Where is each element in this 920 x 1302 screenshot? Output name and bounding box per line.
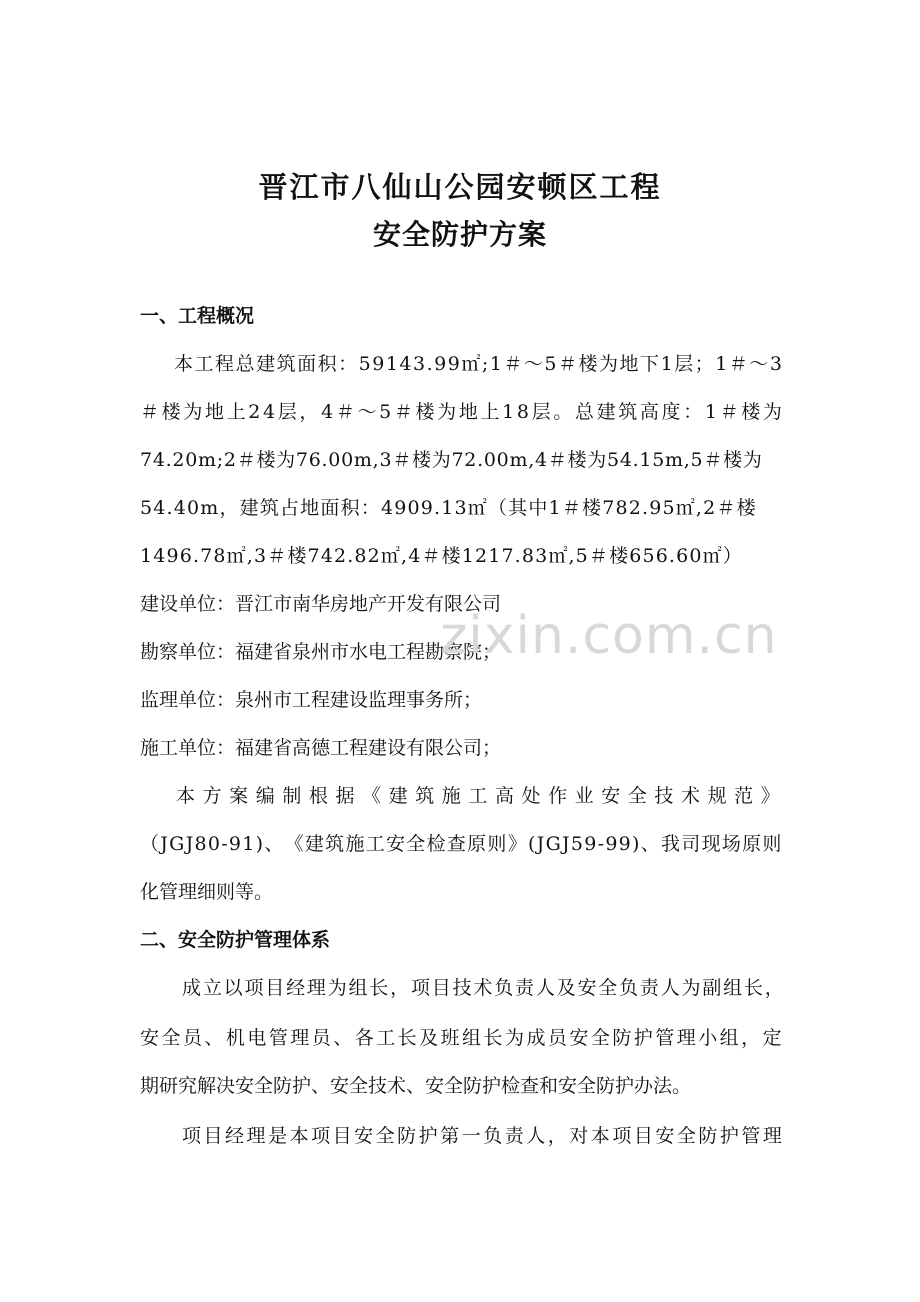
unit-line-construction: 建设单位：晋江市南华房地产开发有限公司 bbox=[140, 593, 502, 615]
paragraph-line: 项 目 经 理 是 本 项 目 安 全 防 护 第 一 负 责 人 ， 对 本 项 目 安 全 防 护 管 理 bbox=[182, 1125, 782, 1147]
unit-line-supervision: 监理单位：泉州市工程建设监理事务所； bbox=[140, 689, 483, 711]
paragraph-line: （ J G J 8 0 - 9 1 ) 、 《 建 筑 施 工 安 全 检 查 原 则 》 ( J G J 5 9 - 9 9 ) 、 我 司 现 场 原 则 bbox=[140, 833, 782, 855]
paragraph-line: 成 立 以 项 目 经 理 为 组 长 ， 项 目 技 术 负 责 人 及 安 全 负 责 人 为 副 组 长 ， bbox=[182, 977, 784, 999]
paragraph-line: ＃ 楼 为 地 上 2 4 层 ， 4 ＃ ～ 5 ＃ 楼 为 地 上 1 8 层 。 总 建 筑 高 度 ： 1 ＃ 楼 为 bbox=[140, 401, 782, 423]
paragraph-line: 1 4 9 6 . 7 8 ㎡ , 3 ＃ 楼 7 4 2 . 8 2 ㎡ , 4 ＃ 楼 1 2 1 7 . 8 3 ㎡ , 5 ＃ 楼 6 5 6 . 6 0 ㎡ ） bbox=[140, 545, 742, 567]
paragraph-line: 7 4 . 2 0 m ; 2 ＃ 楼 为 7 6 . 0 0 m , 3 ＃ 楼 为 7 2 . 0 0 m , 4 ＃ 楼 为 5 4 . 1 5 m , 5 ＃ 楼 为 bbox=[140, 449, 762, 471]
paragraph-line: 化管理细则等。 bbox=[140, 881, 274, 903]
unit-line-contractor: 施工单位：福建省高德工程建设有限公司； bbox=[140, 737, 502, 759]
paragraph-line: 本 方 案 编 制 根 据 《 建 筑 施 工 高 处 作 业 安 全 技 术 规 范 》 bbox=[176, 785, 780, 807]
unit-line-survey: 勘察单位：福建省泉州市水电工程勘察院； bbox=[140, 641, 502, 663]
paragraph-line: 5 4 . 4 0 m ， 建 筑 占 地 面 积 ： 4 9 0 9 . 1 3 ㎡ （ 其 中 1 ＃ 楼 7 8 2 . 9 5 ㎡ , 2 ＃ 楼 bbox=[140, 497, 756, 519]
section-heading-management: 二、安全防护管理体系 bbox=[140, 929, 331, 951]
paragraph-line: 期研究解决安全防护、安全技术、安全防护检查和安全防护办法。 bbox=[140, 1075, 692, 1097]
section-heading-overview: 一、工程概况 bbox=[140, 305, 255, 327]
paragraph-line: 本 工 程 总 建 筑 面 积 ： 5 9 1 4 3 . 9 9 ㎡ ; 1 ＃ ～ 5 ＃ 楼 为 地 下 1 层 ； 1 ＃ ～ 3 bbox=[174, 353, 782, 375]
paragraph-line: 安 全 员 、 机 电 管 理 员 、 各 工 长 及 班 组 长 为 成 员 安 全 防 护 管 理 小 组 ， 定 bbox=[140, 1027, 782, 1049]
watermark: zixin.com.cn bbox=[440, 606, 778, 666]
document-title: 晋江市八仙山公园安顿区工程 bbox=[258, 170, 662, 204]
document-subtitle: 安全防护方案 bbox=[372, 218, 547, 251]
